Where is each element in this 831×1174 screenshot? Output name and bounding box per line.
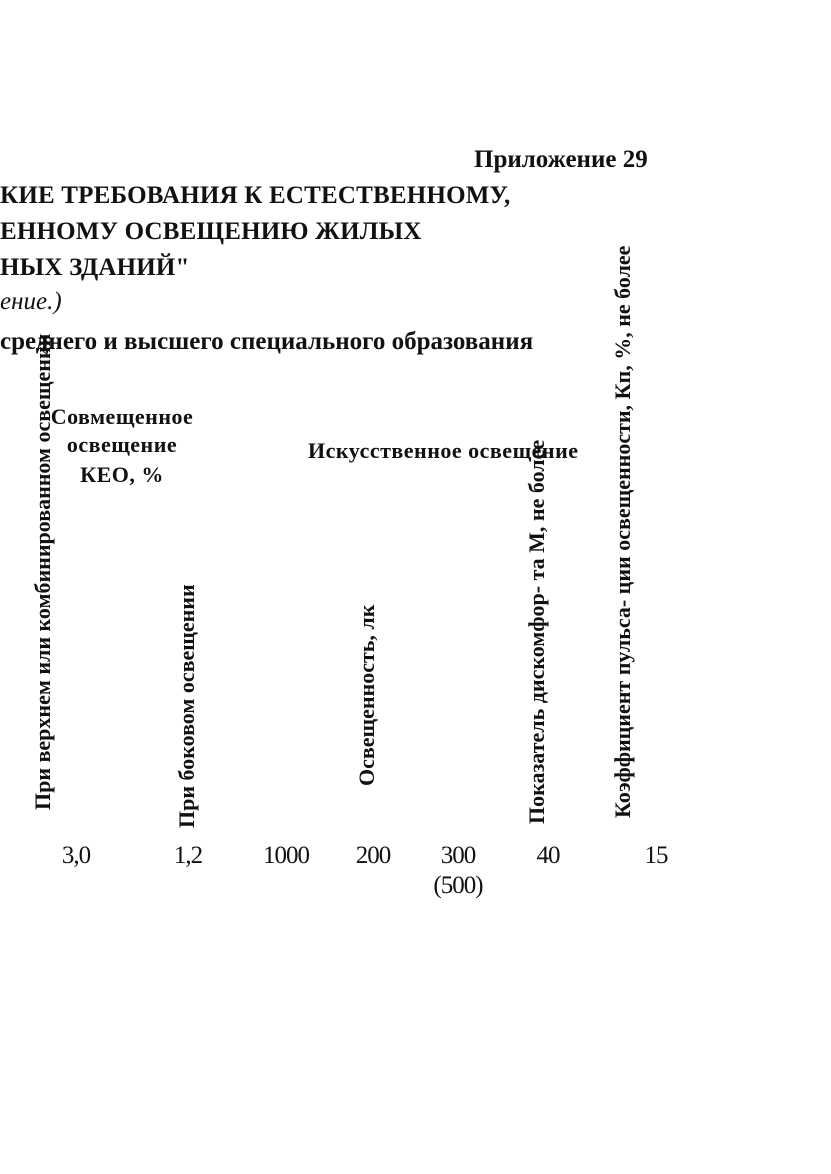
combined-header-line-2: освещение: [66, 432, 178, 457]
column-header-top-combined: [28, 333, 58, 810]
appendix-number: Приложение 29: [474, 146, 648, 173]
italic-note: ение.): [0, 288, 62, 315]
col-disc-line-2: та М, не более: [524, 439, 549, 581]
col-disc-line-1: Показатель дискомфор-: [524, 585, 549, 824]
value-lux-1: 1000: [263, 842, 309, 869]
value-lux-2: 200: [355, 842, 391, 869]
col-top-line-2: комбинированном: [30, 448, 55, 632]
col-puls-line-2: ции освещенности, Кп,: [610, 365, 635, 595]
title-line-3: НЫХ ЗДАНИЙ": [0, 254, 190, 281]
value-pulsation: 15: [644, 842, 668, 869]
value-keo-top: 3,0: [61, 842, 91, 869]
artificial-lighting-header: Искусственное освещение: [308, 438, 579, 463]
column-header-side: [172, 518, 202, 828]
col-side-line-1: При боковом освещении: [174, 584, 199, 828]
col-lux-line-1: Освещенность, лк: [354, 604, 379, 786]
value-lux-3-alt: (500): [433, 872, 483, 899]
combined-header-line-1: Совмещенное: [50, 404, 194, 429]
combined-header-line-3: КЕО, %: [80, 462, 164, 487]
col-puls-line-1: Коэффициент пульса-: [610, 599, 635, 818]
combined-lighting-header: [28, 404, 216, 488]
value-lux-3: [426, 842, 490, 900]
column-header-illuminance: [352, 560, 382, 786]
title-line-1: КИЕ ТРЕБОВАНИЯ К ЕСТЕСТВЕННОМУ,: [0, 182, 511, 209]
column-header-pulsation: [608, 245, 638, 818]
title-line-2: ЕННОМУ ОСВЕЩЕНИЮ ЖИЛЫХ: [0, 218, 422, 245]
value-keo-side: 1,2: [173, 842, 203, 869]
col-top-line-3: освещении: [30, 333, 55, 443]
value-lux-3-main: 300: [440, 842, 476, 869]
section-heading: среднего и высшего специального образования: [0, 328, 534, 355]
value-discomfort: 40: [536, 842, 560, 869]
col-top-line-1: При верхнем или: [30, 636, 55, 810]
col-puls-line-3: %, не более: [610, 245, 635, 360]
column-header-discomfort: [522, 439, 552, 824]
